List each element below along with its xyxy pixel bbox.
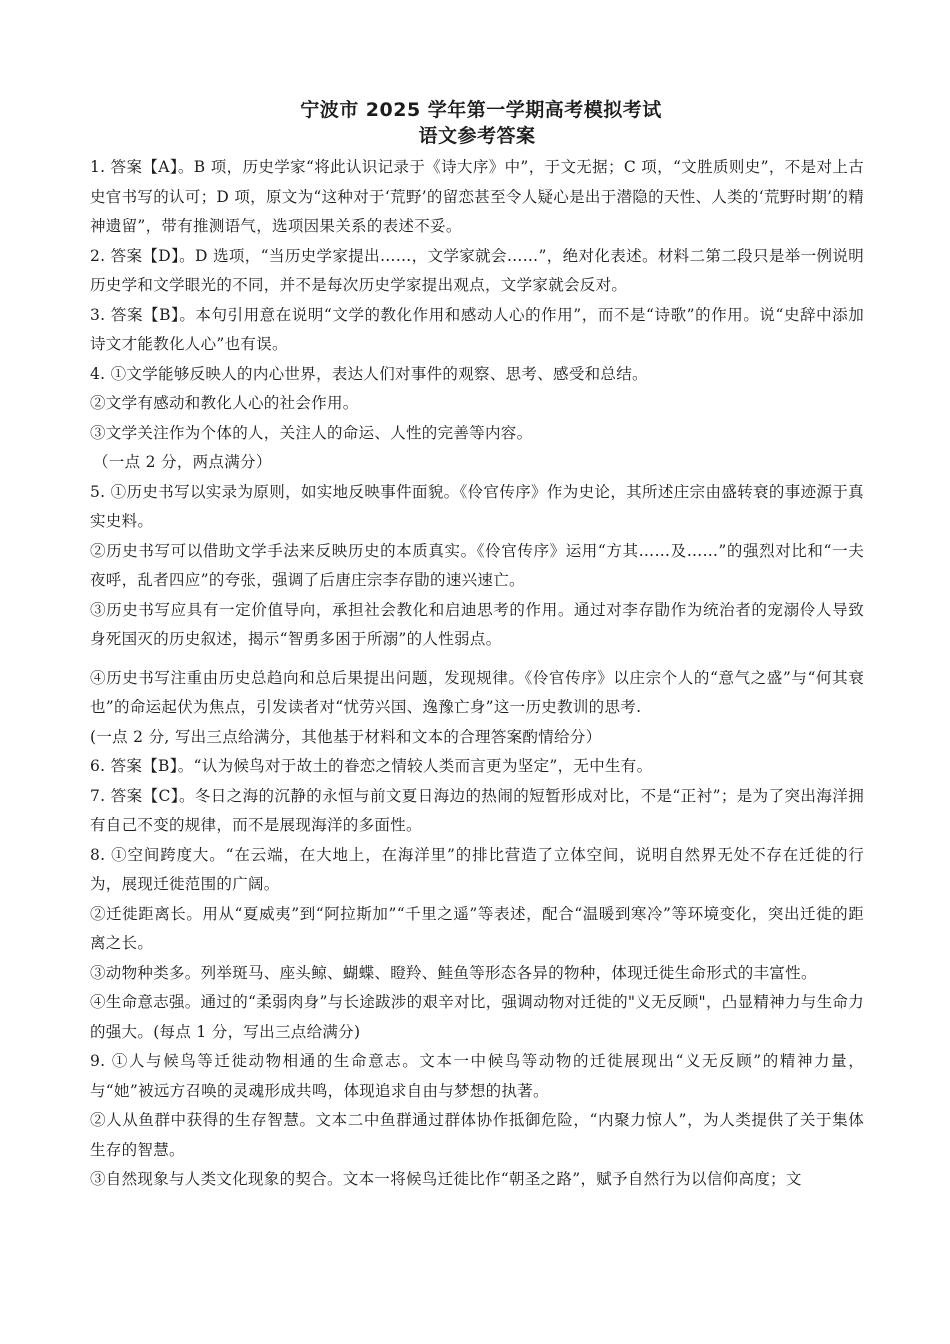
answer-4-scoring: （一点 2 分，两点满分） (93, 453, 272, 471)
answer-2: 2. 答案【D】。D 选项，“当历史学家提出……，文学家就会……”，绝对化表述。材料二第二段只是举一例说明历史学和文学眼光的不同，并不是每次历史学家提出观点，文学家就会反对。 (90, 246, 864, 294)
answer-5-point-4: ④历史书写注重由历史总趋向和总后果提出问题，发现规律。《伶官传序》以庄宗个人的“意气之盛”与“何其衰也”的命运起伏为焦点，引发读者对“忧劳兴国、逸豫亡身”这一历史教训的思考. (90, 668, 864, 716)
answer-5-point-3: ③历史书写应具有一定价值导向，承担社会教化和启迪思考的作用。通过对李存勖作为统治者的宠溺伶人导致身死国灭的历史叙述，揭示“智勇多困于所溺”的人性弱点。 (90, 600, 864, 648)
answer-6: 6. 答案【B】。“认为候鸟对于故土的眷恋之情较人类而言更为坚定”，无中生有。 (90, 757, 653, 775)
answer-4-point-3: ③文学关注作为个体的人，关注人的命运、人性的完善等内容。 (90, 423, 533, 442)
answer-7: 7. 答案【C】。冬日之海的沉静的永恒与前文夏日海边的热闹的短暂形成对比，不是“正衬”；是为了突出海洋拥有自己不变的规律，而不是展现海洋的多面性。 (90, 786, 864, 834)
answer-8-point-3: ③动物种类多。列举斑马、座头鲸、蝴蝶、瞪羚、鲑鱼等形态各异的物种，体现迁徙生命形式的丰富性。 (90, 963, 817, 982)
answer-4-point-1: 4. ①文学能够反映人的内心世界，表达人们对事件的观察、思考、感受和总结。 (90, 364, 648, 383)
answer-8-point-2: ②迁徙距离长。用从“夏威夷”到“阿拉斯加”“千里之遥”等表述，配合“温暖到寒冷”等环境变化，突出迁徙的距离之长。 (90, 904, 864, 952)
answer-9-point-1: 9. ①人与候鸟等迁徙动物相通的生命意志。文本一中候鸟等动物的迁徙展现出“义无反顾”的精神力量，与“她”被远方召唤的灵魂形成共鸣，体现追求自由与梦想的执著。 (90, 1052, 864, 1100)
answer-4-point-2: ②文学有感动和教化人心的社会作用。 (90, 394, 359, 412)
answer-9-point-2: ②人从鱼群中获得的生存智慧。文本二中鱼群通过群体协作抵御危险，“内聚力惊人”，为人类提供了关于集体生存的智慧。 (90, 1111, 864, 1159)
answer-5-point-2: ②历史书写可以借助文学手法来反映历史的本质真实。《伶官传序》运用“方其……及……”的强烈对比和“一夫夜呼，乱者四应”的夸张，强调了后唐庄宗李存勖的速兴速亡。 (90, 541, 864, 589)
answer-5-point-1: 5. ①历史书写以实录为原则，如实地反映事件面貌。《伶官传序》作为史论，其所述庄宗由盛转衰的事迹源于真实史料。 (90, 482, 864, 530)
document-subtitle: 语文参考答案 (418, 125, 536, 147)
answer-8-point-4: ④生命意志强。通过的“柔弱肉身”与长途跋涉的艰辛对比，强调动物对迁徙的"义无反顾"，凸显精神力与生命力的强大。(每点 1 分，写出三点给满分) (90, 993, 864, 1041)
answer-9-point-3: ③自然现象与人类文化现象的契合。文本一将候鸟迁徙比作“朝圣之路”，赋予自然行为以信仰高度；文 (90, 1170, 802, 1188)
answer-3: 3. 答案【B】。本句引用意在说明“文学的教化作用和感动人心的作用”，而不是“诗歌”的作用。说“史辞中添加诗文才能教化人心”也有误。 (90, 305, 864, 353)
answer-1: 1. 答案【A】。B 项，历史学家“将此认识记录于《诗大序》中”，于文无据；C 项，“文胜质则史”，不是对上古史官书写的认可；D 项，原文为“这种对于‘荒野’的留恋甚至令人疑心是出于潜隐的天性、人类的‘荒野时期’的精神遗留”，带有推测语气，选项因果关系的表述不妥。 (90, 158, 864, 235)
document-title: 宁波市 2025 学年第一学期高考模拟考试 (300, 99, 662, 121)
answer-8-point-1: 8. ①空间跨度大。“在云端，在大地上，在海洋里”的排比营造了立体空间，说明自然界无处不存在迁徙的行为，展现迁徙范围的广阔。 (90, 845, 864, 893)
answer-5-scoring: (一点 2 分, 写出三点给满分，其他基于材料和文本的合理答案酌情给分） (90, 727, 602, 746)
